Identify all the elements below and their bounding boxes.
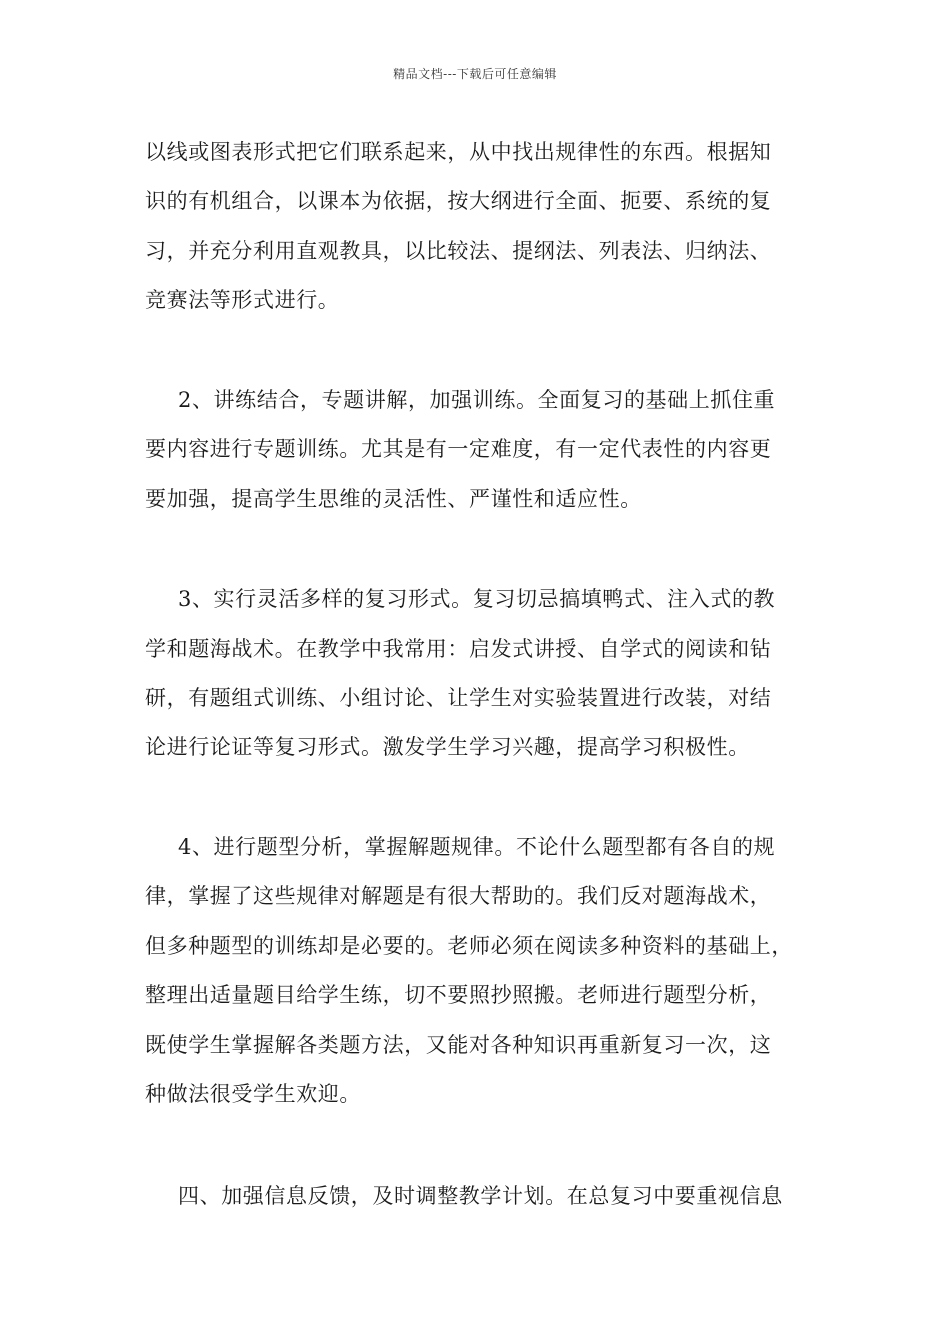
paragraph-5-line-1: 四、加强信息反馈，及时调整教学计划。在总复习中要重视信息 <box>178 1184 783 1208</box>
paragraph-1-line-4: 竞赛法等形式进行。 <box>145 288 340 312</box>
paragraph-4-line-2: 律，掌握了这些规律对解题是有很大帮助的。我们反对题海战术， <box>145 884 772 908</box>
paragraph-1-line-1: 以线或图表形式把它们联系起来，从中找出规律性的东西。根据知 <box>145 140 772 164</box>
paragraph-3-line-1: 3、实行灵活多样的复习形式。复习切忌搞填鸭式、注入式的教 <box>178 587 776 611</box>
paragraph-4-line-6: 种做法很受学生欢迎。 <box>145 1082 361 1106</box>
paragraph-4-line-4: 整理出适量题目给学生练，切不要照抄照搬。老师进行题型分析， <box>145 983 772 1007</box>
paragraph-2-line-1: 2、讲练结合，专题讲解，加强训练。全面复习的基础上抓住重 <box>178 388 776 412</box>
paragraph-4-line-1: 4、进行题型分析，掌握解题规律。不论什么题型都有各自的规 <box>178 835 776 859</box>
paragraph-4-line-3: 但多种题型的训练却是必要的。老师必须在阅读多种资料的基础上， <box>145 934 793 958</box>
paragraph-4-line-5: 既使学生掌握解各类题方法，又能对各种知识再重新复习一次，这 <box>145 1033 772 1057</box>
paragraph-1-line-3: 习，并充分利用直观教具，以比较法、提纲法、列表法、归纳法、 <box>145 239 772 263</box>
page-header: 精品文档---下载后可任意编辑 <box>393 67 557 81</box>
paragraph-3-line-3: 研，有题组式训练、小组讨论、让学生对实验装置进行改装，对结 <box>145 686 772 710</box>
paragraph-3-line-4: 论进行论证等复习形式。激发学生学习兴趣，提高学习积极性。 <box>145 735 750 759</box>
paragraph-3-line-2: 学和题海战术。在教学中我常用：启发式讲授、自学式的阅读和钻 <box>145 637 772 661</box>
paragraph-1-line-2: 识的有机组合，以课本为依据，按大纲进行全面、扼要、系统的复 <box>145 189 772 213</box>
paragraph-2-line-3: 要加强，提高学生思维的灵活性、严谨性和适应性。 <box>145 487 642 511</box>
paragraph-2-line-2: 要内容进行专题训练。尤其是有一定难度，有一定代表性的内容更 <box>145 437 772 461</box>
